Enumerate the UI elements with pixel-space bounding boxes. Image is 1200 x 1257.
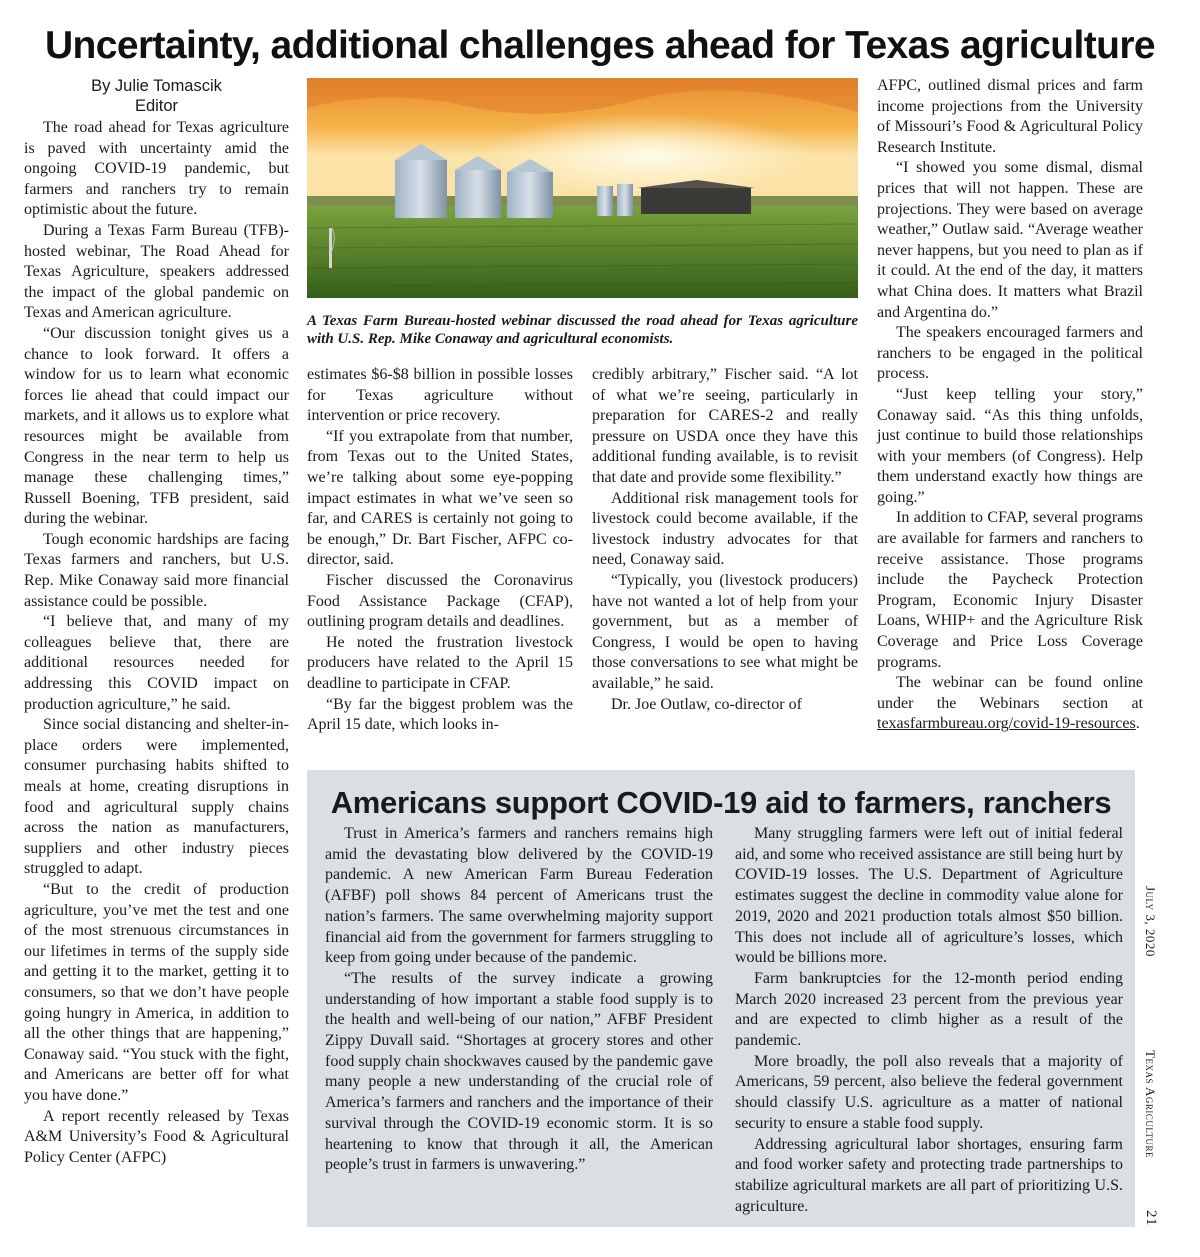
paragraph: More broadly, the poll also reveals that a majority of Americans, 59 percent, also believe the federal government should classify U.S. agriculture as a matter of national security to ensure a stable food supply. — [735, 1052, 1123, 1132]
paragraph: In addition to CFAP, several programs are available for farmers and ranchers to receive assistance. Those programs include the Paycheck Protection Program, Economic Injury Disaster Loans, WHIP+ and the Agriculture Risk Coverage and Price Loss Coverage programs. — [877, 509, 1143, 671]
article-column-2 — [307, 365, 573, 736]
byline-role: Editor — [134, 97, 179, 115]
paragraph: “I believe that, and many of my colleagues believe that, there are additional resources needed for addressing this COVID impact on production agriculture,” he said. — [24, 613, 289, 713]
sidebar-column-2 — [735, 824, 1123, 1217]
link-lead-text: The webinar can be found online under the Webinars section at — [877, 674, 1143, 712]
paragraph: credibly arbitrary,” Fischer said. “A lot of what we’re seeing, particularly in preparation for CARES-2 and really pressure on USDA once they have this additional funding available, is to revisit that date and provide some flexibility.” — [592, 366, 858, 486]
paragraph: Addressing agricultural labor shortages, ensuring farm and food worker safety and protecting trade partnerships to stabilize agricultural markets are all part of prioritizing U.S. agriculture. — [735, 1135, 1123, 1215]
paragraph-with-link — [877, 673, 1143, 735]
byline-author: By Julie Tomascik — [91, 77, 222, 95]
paragraph: During a Texas Farm Bureau (TFB)-hosted webinar, The Road Ahead for Texas Agriculture, speakers addressed the impact of the global pandemic on Texas and American agriculture. — [24, 221, 289, 322]
paragraph: AFPC, outlined dismal prices and farm income projections from the University of Missouri’s Food & Agricultural Policy Research Institute. — [877, 77, 1143, 156]
link-end: . — [1135, 715, 1140, 733]
publication-name: Texas Agriculture — [1143, 1050, 1158, 1159]
paragraph: “Our discussion tonight gives us a chance to look forward. It offers a window for us to learn what economic forces lie ahead that could impact our markets, and it allows us to explore what resources might be available from Congress in the near term to help us manage these challenging times,” Russell Boening, TFB president, said during the webinar. — [24, 324, 289, 528]
paragraph: A report recently released by Texas A&M University’s Food & Agricultural Policy Center (AFPC) — [24, 1107, 289, 1166]
article-column-3 — [592, 365, 858, 715]
paragraph: Since social distancing and shelter-in-place orders were implemented, consumer purchasing habits shifted to meals at home, creating disruptions in food and agricultural supply chains across the nation as manufacturers, suppliers and other industry pieces struggled to adapt. — [24, 716, 289, 878]
page-number: 21 — [1143, 1210, 1159, 1226]
paragraph: Many struggling farmers were left out of initial federal aid, and some who received assistance are still being hurt by COVID-19 losses. The U.S. Department of Agriculture estimates suggest the decline in commodity value alone for 2019, 2020 and 2021 production totals almost $50 billion. This does not include all of agriculture’s losses, which would be billions more. — [735, 825, 1123, 967]
webinar-link[interactable]: texasfarmbureau.org/covid-19-resources — [877, 715, 1136, 733]
paragraph: “I showed you some dismal, dismal prices that will not happen. These are projections. They were based on average weather,” Outlaw said. “Average weather never happens, but you need to plan as if it could. At the end of the day, it matters what China does. It matters what Brazil and Argentina do.” — [877, 159, 1143, 321]
photo-caption: A Texas Farm Bureau-hosted webinar discussed the road ahead for Texas agriculture with U.S. Rep. Mike Conaway and agricultural economists. — [307, 313, 858, 347]
farm-photo — [307, 78, 858, 298]
article-column-1 — [24, 118, 289, 1168]
paragraph: Dr. Joe Outlaw, co-director of — [611, 695, 802, 713]
paragraph: The speakers encouraged farmers and ranchers to be engaged in the political process. — [877, 324, 1143, 383]
grain-bins-illustration — [307, 78, 858, 298]
paragraph: estimates $6-$8 billion in possible losses for Texas agriculture without intervention or price recovery. — [307, 366, 573, 425]
paragraph: “The results of the survey indicate a growing understanding of how important a stable food supply is to the health and well-being of our nation,” AFBF President Zippy Duvall said. “Shortages at grocery stores and other food supply chain shockwaves caused by the pandemic gave many people a new understanding of the crucial role of America’s farmers and ranchers and the importance of their survival through the COVID-19 economic storm. It is so heartening to know that through it all, the American people’s trust in farmers is unwavering.” — [325, 969, 713, 1174]
issue-date: July 3, 2020 — [1143, 886, 1158, 957]
article-column-4 — [877, 76, 1143, 735]
paragraph: Fischer discussed the Coronavirus Food Assistance Package (CFAP), outlining program details and deadlines. — [307, 571, 573, 631]
paragraph: “By far the biggest problem was the April 15 date, which looks in- — [307, 695, 573, 734]
paragraph: Farm bankruptcies for the 12-month period ending March 2020 increased 23 percent from the previous year and are expected to climb higher as a result of the pandemic. — [735, 969, 1123, 1050]
headline: Uncertainty, additional challenges ahead for Texas agriculture — [44, 24, 1155, 67]
sidebar-box — [307, 770, 1135, 1227]
sidebar-title: Americans support COVID-19 aid to farmers, ranchers — [330, 785, 1112, 820]
paragraph: Additional risk management tools for livestock could become available, if the livestock industry advocates for that need, Conaway said. — [592, 489, 858, 569]
paragraph: “Typically, you (livestock producers) have not wanted a lot of help from your government, but as a member of Congress, I would be open to having those conversations to see what might be available,” he said. — [592, 571, 858, 692]
paragraph: The road ahead for Texas agriculture is paved with uncertainty amid the ongoing COVID-19 pandemic, but farmers and ranchers try to remain optimistic about the future. — [24, 119, 289, 219]
paragraph: “But to the credit of production agriculture, you’ve met the test and one of the most strenuous circumstances in our lifetimes in terms of the supply side and getting it to the market, getting it to consumers, so that we don’t have people going hungry in America, in addition to all the other things that are happening,” Conaway said. “You stuck with the fight, and Americans are better off for what you have done.” — [24, 880, 289, 1104]
sidebar-column-1 — [325, 824, 713, 1176]
paragraph: Trust in America’s farmers and ranchers remains high amid the devastating blow delivered by the COVID-19 pandemic. A new American Farm Bureau Federation (AFBF) poll shows 84 percent of Americans trust the nation’s farmers. The same overwhelming majority support financial aid from the government for farmers struggling to keep from going under because of the pandemic. — [325, 825, 713, 967]
paragraph: “If you extrapolate from that number, from Texas out to the United States, we’re talking about some eye-popping impact estimates in what we’ve seen so far, and CARES is certainly not going to be enough,” Dr. Bart Fischer, AFPC co-director, said. — [307, 427, 573, 569]
paragraph: “Just keep telling your story,” Conaway said. “As this thing unfolds, just continue to build those relationships with your members (of Congress). Help them understand exactly how things are going.” — [877, 385, 1143, 506]
paragraph: He noted the frustration livestock producers have related to the April 15 deadline to participate in CFAP. — [307, 633, 573, 692]
paragraph: Tough economic hardships are facing Texas farmers and ranchers, but U.S. Rep. Mike Conaway said more financial assistance could be possible. — [24, 530, 289, 610]
byline — [24, 76, 289, 116]
